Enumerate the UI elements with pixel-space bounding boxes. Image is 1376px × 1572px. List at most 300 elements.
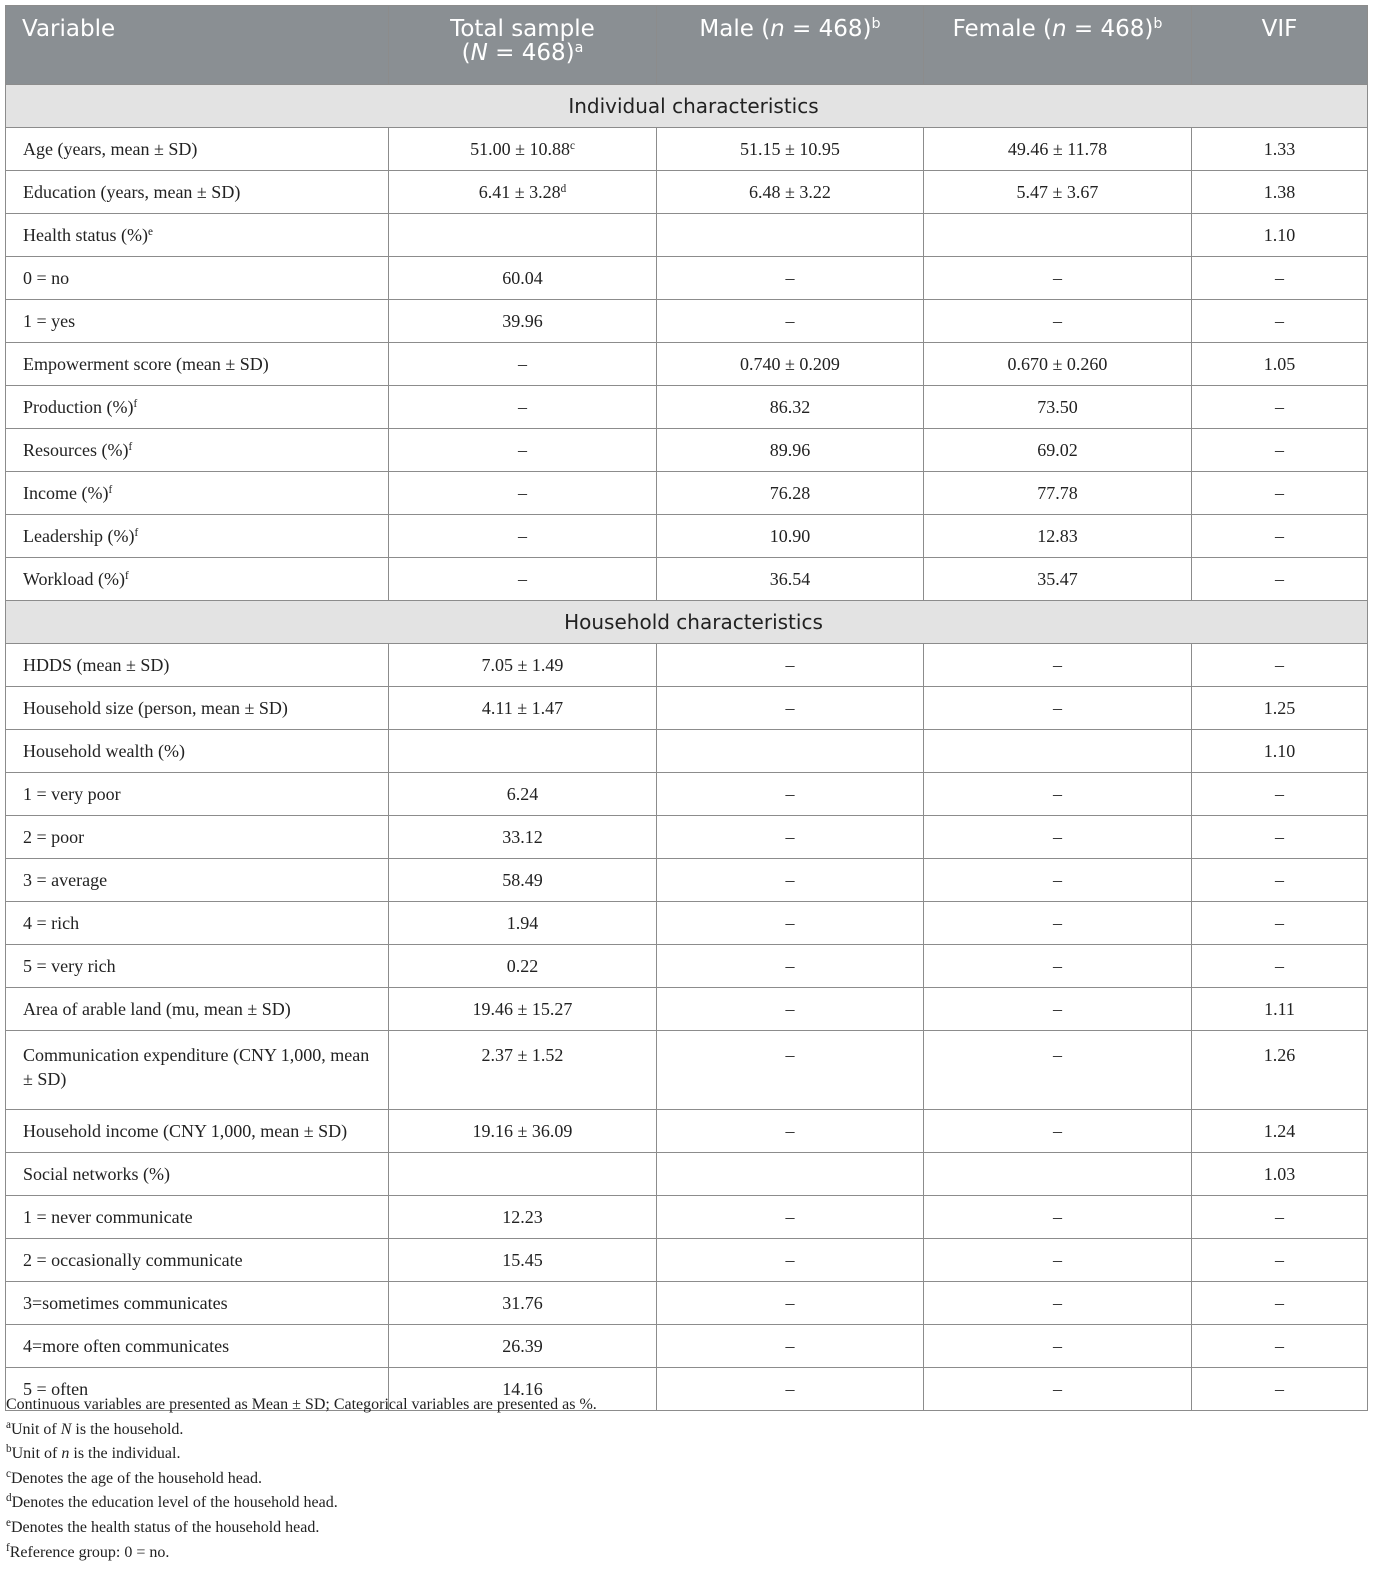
female-value: 73.50: [1037, 396, 1078, 417]
total-footnote-mark: d: [560, 182, 567, 195]
variable-label: Empowerment score (mean ± SD): [23, 353, 269, 374]
cell-male: [657, 386, 924, 429]
cell-vif: [1192, 472, 1368, 515]
cell-total-sample: [389, 1110, 657, 1153]
cell-vif: [1192, 386, 1368, 429]
male-value: 0.740 ± 0.209: [740, 353, 840, 374]
cell-variable: [6, 515, 389, 558]
cell-female: [924, 1325, 1192, 1368]
variable-label: 0 = no: [23, 267, 70, 288]
cell-male: [657, 1196, 924, 1239]
vif-value: –: [1275, 482, 1284, 503]
vif-value: 1.24: [1263, 1120, 1296, 1141]
variable-label: 3=sometimes communicates: [23, 1292, 228, 1313]
header-variable: [6, 6, 389, 85]
total-value: 12.23: [502, 1206, 543, 1227]
table-row: [6, 859, 1368, 902]
footnote-f-mark: f: [6, 1541, 10, 1554]
table-row: [6, 214, 1368, 257]
total-footnote-mark: c: [569, 139, 575, 152]
footnote-f: [6, 1541, 1366, 1566]
cell-female: [924, 128, 1192, 171]
cell-variable: [6, 386, 389, 429]
cell-variable: [6, 300, 389, 343]
cell-male: [657, 1110, 924, 1153]
footnote-f-text: Reference group: 0 = no.: [9, 1543, 170, 1561]
table-row: [6, 1325, 1368, 1368]
cell-total-sample: [389, 214, 657, 257]
cell-variable: [6, 1196, 389, 1239]
cell-variable: [6, 429, 389, 472]
male-value: 10.90: [769, 525, 811, 546]
table-row: [6, 1110, 1368, 1153]
vif-value: –: [1275, 310, 1284, 331]
total-value: 31.76: [502, 1292, 543, 1313]
cell-male: [657, 128, 924, 171]
vif-value: –: [1275, 1378, 1284, 1399]
cell-variable: [6, 1325, 389, 1368]
footnote-a-var: N: [60, 1420, 72, 1438]
cell-vif: [1192, 988, 1368, 1031]
cell-male: [657, 257, 924, 300]
variable-label: 4=more often communicates: [23, 1335, 230, 1356]
total-value: 58.49: [502, 869, 543, 890]
cell-female: [924, 214, 1192, 257]
footnote-b: [6, 1442, 1366, 1467]
cell-vif: [1192, 128, 1368, 171]
cell-variable: [6, 945, 389, 988]
table-row: [6, 515, 1368, 558]
total-value: 39.96: [502, 310, 543, 331]
cell-female: [924, 558, 1192, 601]
cell-vif: [1192, 1196, 1368, 1239]
variable-label: Workload (%): [23, 568, 126, 589]
cell-male: [657, 859, 924, 902]
vif-value: –: [1275, 783, 1284, 804]
footnote-b-post: is the individual.: [69, 1445, 181, 1463]
cell-variable: [6, 214, 389, 257]
male-value: –: [785, 697, 795, 718]
female-value: –: [1053, 1292, 1062, 1313]
cell-total-sample: [389, 1325, 657, 1368]
cell-vif: [1192, 1239, 1368, 1282]
footnote-b-var: n: [61, 1445, 70, 1463]
cell-total-sample: [389, 988, 657, 1031]
cell-male: [657, 343, 924, 386]
header-male: [657, 6, 924, 85]
cell-vif: [1192, 1031, 1368, 1110]
cell-total-sample: [389, 171, 657, 214]
footnote-e-mark: e: [6, 1516, 11, 1529]
cell-variable: [6, 816, 389, 859]
total-value: 19.16 ± 36.09: [472, 1120, 573, 1141]
cell-total-sample: [389, 1196, 657, 1239]
variable-label: Communication expenditure (CNY 1,000, mean ± SD): [23, 1045, 370, 1089]
header-male-n: n: [770, 16, 785, 42]
variable-label: 5 = very rich: [23, 955, 116, 976]
cell-variable: [6, 730, 389, 773]
total-value: 26.39: [502, 1335, 543, 1356]
variable-label: HDDS (mean ± SD): [23, 654, 170, 675]
male-value: 89.96: [769, 439, 811, 460]
cell-variable: [6, 1282, 389, 1325]
male-value: –: [785, 869, 795, 890]
table-body: [6, 85, 1368, 1411]
female-value: –: [1053, 912, 1062, 933]
male-value: –: [785, 1335, 795, 1356]
total-value: 6.41 ± 3.28: [478, 181, 561, 202]
female-value: 12.83: [1037, 525, 1078, 546]
female-value: –: [1053, 1120, 1062, 1141]
section-title: Household characteristics: [6, 601, 1368, 644]
header-female-n: n: [1052, 16, 1067, 42]
footnote-c: [6, 1467, 1366, 1492]
header-female-post: = 468): [1066, 16, 1154, 42]
cell-vif: [1192, 902, 1368, 945]
table-row: [6, 644, 1368, 687]
cell-vif: [1192, 773, 1368, 816]
cell-variable: [6, 171, 389, 214]
header-total-sample: [389, 6, 657, 85]
cell-female: [924, 773, 1192, 816]
variable-label: 5 = often: [23, 1378, 89, 1399]
female-value: –: [1053, 826, 1062, 847]
male-value: –: [785, 826, 795, 847]
male-value: –: [785, 998, 795, 1019]
cell-male: [657, 214, 924, 257]
table-row: [6, 1153, 1368, 1196]
variable-label: Social networks (%): [23, 1163, 170, 1184]
cell-male: [657, 816, 924, 859]
cell-male: [657, 988, 924, 1031]
footnote-a: [6, 1418, 1366, 1443]
footnote-b-mark: b: [6, 1443, 12, 1456]
footnote-a-pre: Unit of: [10, 1420, 61, 1438]
header-female: [924, 6, 1192, 85]
male-value: 51.15 ± 10.95: [740, 138, 840, 159]
cell-female: [924, 257, 1192, 300]
cell-total-sample: [389, 816, 657, 859]
vif-value: 1.10: [1263, 740, 1296, 761]
header-female-sup: b: [1153, 16, 1163, 33]
vif-value: –: [1275, 525, 1284, 546]
cell-variable: [6, 128, 389, 171]
cell-variable: [6, 1239, 389, 1282]
female-value: 0.670 ± 0.260: [1007, 353, 1108, 374]
cell-vif: [1192, 945, 1368, 988]
total-value: 2.37 ± 1.52: [481, 1045, 564, 1065]
cell-female: [924, 429, 1192, 472]
female-value: –: [1053, 1249, 1062, 1270]
cell-total-sample: [389, 945, 657, 988]
variable-label: Education (years, mean ± SD): [23, 181, 241, 202]
total-value: –: [518, 482, 527, 503]
table-row: [6, 1239, 1368, 1282]
footnote-d-text: Denotes the education level of the household head.: [11, 1494, 338, 1512]
cell-male: [657, 1031, 924, 1110]
cell-total-sample: [389, 859, 657, 902]
cell-variable: [6, 257, 389, 300]
cell-female: [924, 472, 1192, 515]
vif-value: –: [1275, 267, 1284, 288]
cell-male: [657, 902, 924, 945]
cell-female: [924, 644, 1192, 687]
vif-value: 1.33: [1263, 138, 1296, 159]
total-value: 7.05 ± 1.49: [481, 654, 564, 675]
cell-variable: [6, 687, 389, 730]
cell-vif: [1192, 1282, 1368, 1325]
cell-male: [657, 1239, 924, 1282]
cell-vif: [1192, 1325, 1368, 1368]
cell-variable: [6, 644, 389, 687]
cell-female: [924, 1196, 1192, 1239]
total-value: 60.04: [502, 267, 543, 288]
female-value: 5.47 ± 3.67: [1016, 181, 1099, 202]
female-value: 35.47: [1037, 568, 1078, 589]
total-value: 0.22: [506, 955, 539, 976]
characteristics-table: [5, 5, 1368, 1411]
table-row: [6, 472, 1368, 515]
cell-female: [924, 1031, 1192, 1110]
footnote-d: [6, 1491, 1366, 1516]
vif-value: –: [1275, 439, 1284, 460]
cell-female: [924, 988, 1192, 1031]
variable-label: 4 = rich: [23, 912, 80, 933]
variable-label: Household size (person, mean ± SD): [23, 697, 288, 718]
cell-male: [657, 1325, 924, 1368]
variable-label: Leadership (%): [23, 525, 135, 546]
cell-vif: [1192, 1153, 1368, 1196]
vif-value: –: [1275, 568, 1284, 589]
cell-female: [924, 171, 1192, 214]
female-value: 77.78: [1037, 482, 1078, 503]
total-value: –: [518, 439, 527, 460]
female-value: –: [1053, 1045, 1062, 1065]
female-value: –: [1053, 697, 1062, 718]
female-value: 69.02: [1037, 439, 1078, 460]
cell-male: [657, 472, 924, 515]
cell-male: [657, 515, 924, 558]
total-value: 4.11 ± 1.47: [481, 697, 564, 718]
female-value: –: [1053, 654, 1062, 675]
cell-total-sample: [389, 386, 657, 429]
cell-male: [657, 945, 924, 988]
total-value: –: [518, 568, 527, 589]
header-total-N: N: [470, 40, 488, 66]
vif-value: 1.11: [1264, 998, 1295, 1019]
total-value: –: [518, 525, 527, 546]
cell-total-sample: [389, 1239, 657, 1282]
table-row: [6, 1196, 1368, 1239]
header-row: [6, 6, 1368, 85]
table-row: [6, 1282, 1368, 1325]
cell-total-sample: [389, 902, 657, 945]
cell-male: [657, 730, 924, 773]
cell-male: [657, 773, 924, 816]
cell-variable: [6, 988, 389, 1031]
variable-label: Household wealth (%): [23, 740, 185, 761]
table-row: [6, 386, 1368, 429]
male-value: 76.28: [769, 482, 811, 503]
header-female-pre: Female (: [952, 16, 1053, 42]
total-value: 14.16: [502, 1378, 543, 1399]
table-footnotes: [6, 1393, 1366, 1565]
male-value: –: [785, 310, 795, 331]
header-male-post: = 468): [784, 16, 872, 42]
variable-footnote-mark: f: [128, 440, 133, 453]
cell-male: [657, 171, 924, 214]
cell-variable: [6, 558, 389, 601]
header-total-sup: a: [574, 40, 584, 57]
cell-female: [924, 1110, 1192, 1153]
cell-male: [657, 687, 924, 730]
header-vif-text: VIF: [1261, 16, 1298, 42]
male-value: –: [785, 1249, 795, 1270]
cell-total-sample: [389, 773, 657, 816]
female-value: –: [1053, 1206, 1062, 1227]
female-value: –: [1053, 1335, 1062, 1356]
variable-label: 1 = never communicate: [23, 1206, 193, 1227]
cell-total-sample: [389, 1282, 657, 1325]
table-row: [6, 687, 1368, 730]
variable-footnote-mark: f: [108, 483, 113, 496]
cell-male: [657, 300, 924, 343]
header-total-count: = 468): [487, 40, 575, 66]
header-total-line1: Total sample: [450, 16, 595, 42]
cell-variable: [6, 1031, 389, 1110]
variable-label: Age (years, mean ± SD): [23, 138, 198, 159]
total-value: 19.46 ± 15.27: [472, 998, 573, 1019]
header-male-sup: b: [871, 16, 881, 33]
section-row-household: [6, 601, 1368, 644]
header-total-open: (: [461, 40, 471, 66]
male-value: –: [785, 267, 795, 288]
section-row-individual: [6, 85, 1368, 128]
male-value: 36.54: [769, 568, 811, 589]
cell-vif: [1192, 257, 1368, 300]
male-value: –: [785, 1045, 795, 1065]
male-value: –: [785, 912, 795, 933]
vif-value: –: [1275, 1292, 1284, 1313]
cell-total-sample: [389, 128, 657, 171]
table-row: [6, 988, 1368, 1031]
footnote-b-pre: Unit of: [11, 1445, 62, 1463]
variable-footnote-mark: e: [147, 225, 153, 238]
vif-value: 1.26: [1263, 1045, 1296, 1065]
footnote-a-mark: a: [6, 1418, 11, 1431]
cell-vif: [1192, 429, 1368, 472]
vif-value: –: [1275, 826, 1284, 847]
cell-total-sample: [389, 429, 657, 472]
table-row: [6, 558, 1368, 601]
variable-label: Resources (%): [23, 439, 129, 460]
male-value: –: [785, 783, 795, 804]
cell-total-sample: [389, 300, 657, 343]
cell-male: [657, 429, 924, 472]
cell-variable: [6, 1110, 389, 1153]
footnote-general-text: Continuous variables are presented as Mean ± SD; Categorical variables are presented as %.: [6, 1396, 597, 1413]
cell-vif: [1192, 816, 1368, 859]
cell-total-sample: [389, 730, 657, 773]
cell-vif: [1192, 515, 1368, 558]
cell-female: [924, 730, 1192, 773]
table-row: [6, 300, 1368, 343]
cell-vif: [1192, 171, 1368, 214]
footnote-general: [6, 1393, 1366, 1418]
cell-variable: [6, 902, 389, 945]
male-value: –: [785, 1206, 795, 1227]
cell-total-sample: [389, 687, 657, 730]
female-value: –: [1053, 1378, 1062, 1399]
table-row: [6, 902, 1368, 945]
variable-label: 2 = occasionally communicate: [23, 1249, 243, 1270]
cell-vif: [1192, 1110, 1368, 1153]
vif-value: –: [1275, 1249, 1284, 1270]
table-row: [6, 429, 1368, 472]
variable-label: 1 = yes: [23, 310, 76, 331]
total-value: –: [518, 353, 527, 374]
vif-value: 1.25: [1263, 697, 1296, 718]
table-row: [6, 257, 1368, 300]
total-value: 33.12: [502, 826, 543, 847]
cell-vif: [1192, 687, 1368, 730]
header-male-pre: Male (: [699, 16, 771, 42]
variable-label: Income (%): [23, 482, 109, 503]
table-row: [6, 816, 1368, 859]
footnote-e: [6, 1516, 1366, 1541]
vif-value: –: [1275, 654, 1284, 675]
table-row: [6, 1031, 1368, 1110]
male-value: –: [785, 1292, 795, 1313]
total-value: 15.45: [502, 1249, 543, 1270]
cell-variable: [6, 472, 389, 515]
table-row: [6, 171, 1368, 214]
total-value: –: [518, 396, 527, 417]
cell-female: [924, 386, 1192, 429]
male-value: –: [785, 1120, 795, 1141]
female-value: 49.46 ± 11.78: [1007, 138, 1108, 159]
variable-footnote-mark: f: [134, 526, 139, 539]
cell-female: [924, 945, 1192, 988]
cell-variable: [6, 343, 389, 386]
vif-value: –: [1275, 1335, 1284, 1356]
vif-value: 1.10: [1263, 224, 1296, 245]
cell-male: [657, 558, 924, 601]
vif-value: –: [1275, 1206, 1284, 1227]
cell-total-sample: [389, 558, 657, 601]
cell-total-sample: [389, 472, 657, 515]
male-value: 6.48 ± 3.22: [749, 181, 831, 202]
footnote-a-post: is the household.: [71, 1420, 184, 1438]
vif-value: –: [1275, 869, 1284, 890]
cell-variable: [6, 859, 389, 902]
header-variable-text: Variable: [22, 16, 116, 42]
cell-vif: [1192, 644, 1368, 687]
variable-label: Area of arable land (mu, mean ± SD): [23, 998, 291, 1019]
vif-value: 1.03: [1263, 1163, 1296, 1184]
cell-total-sample: [389, 1153, 657, 1196]
cell-vif: [1192, 859, 1368, 902]
male-value: –: [785, 1378, 795, 1399]
vif-value: –: [1275, 912, 1284, 933]
cell-female: [924, 1153, 1192, 1196]
total-value: 51.00 ± 10.88: [470, 138, 570, 159]
section-title: Individual characteristics: [6, 85, 1368, 128]
male-value: 86.32: [769, 396, 811, 417]
vif-value: 1.38: [1263, 181, 1296, 202]
female-value: –: [1053, 310, 1062, 331]
cell-total-sample: [389, 1031, 657, 1110]
